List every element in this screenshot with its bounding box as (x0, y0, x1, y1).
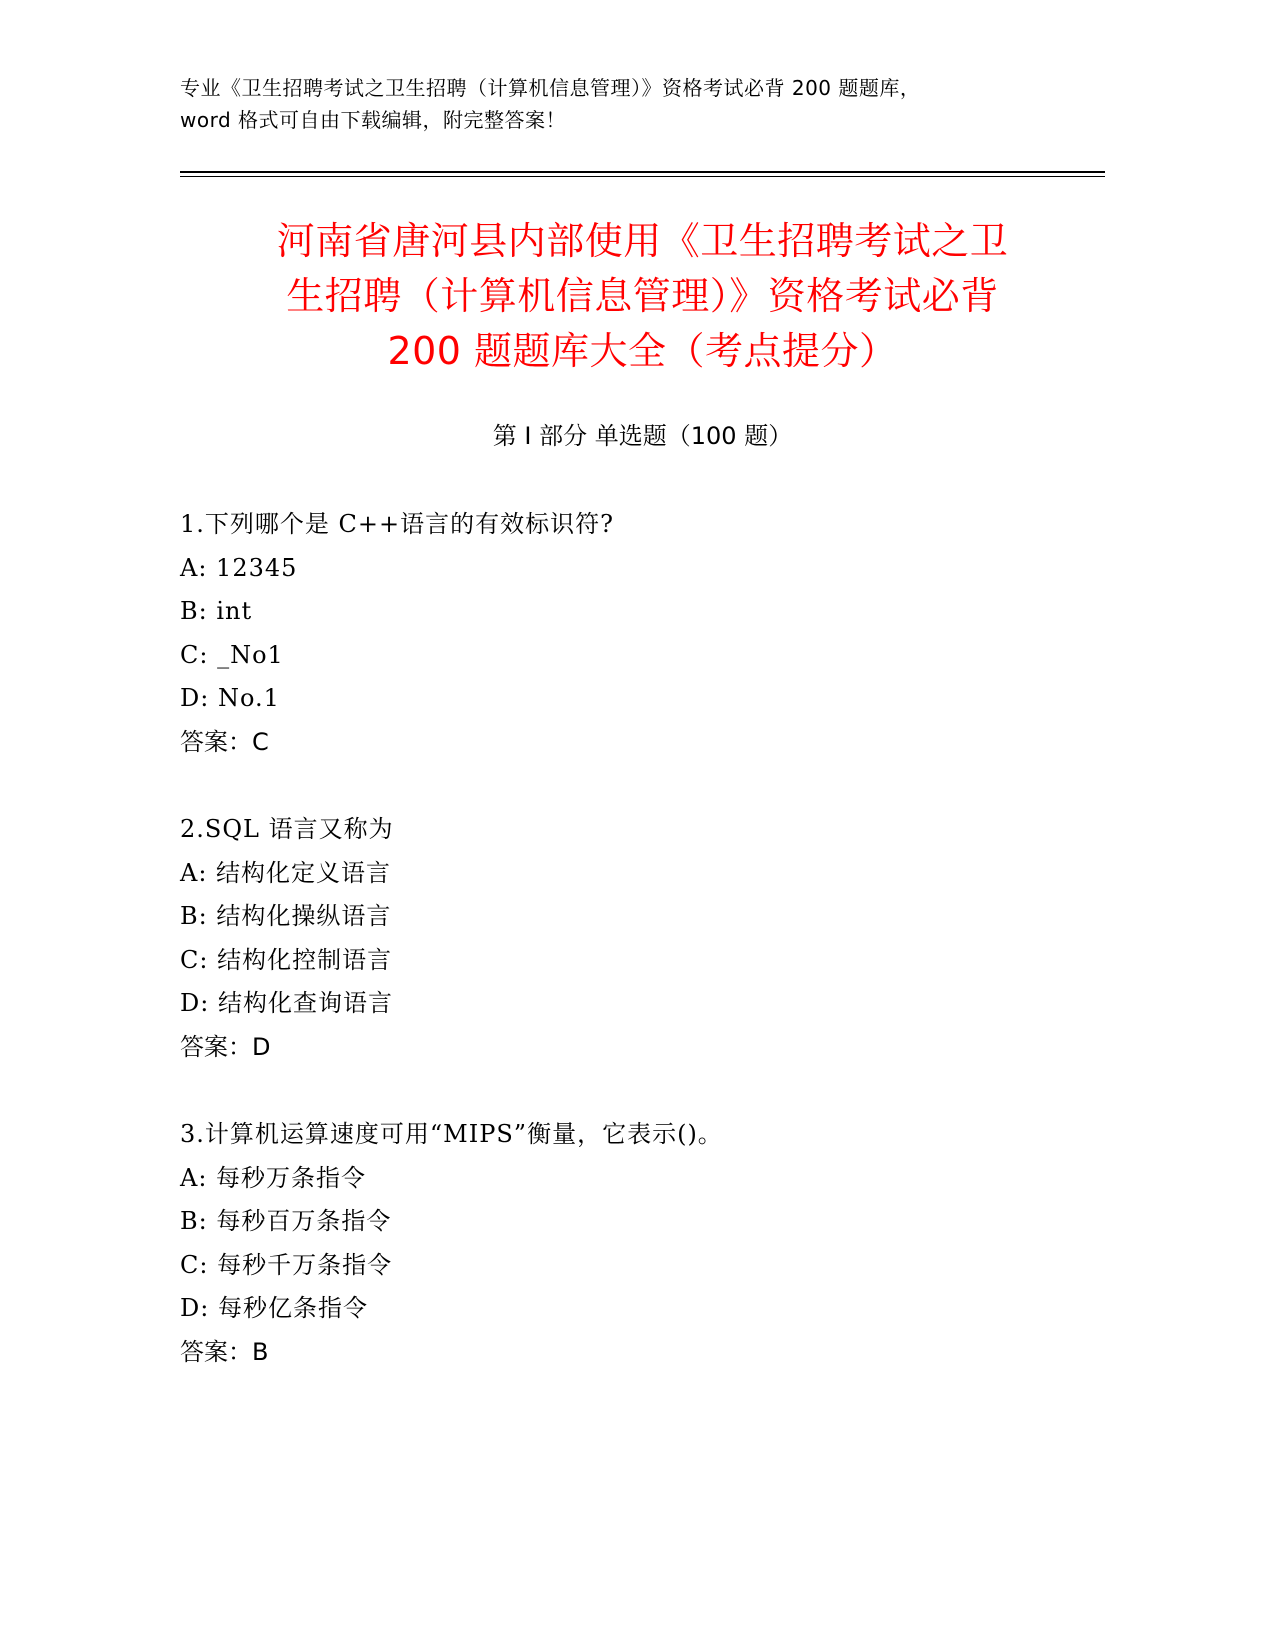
option-a: A: 结构化定义语言 (180, 858, 392, 887)
answer-label: 答案：C (180, 727, 269, 756)
header-note (180, 72, 1110, 136)
option-c: C: _No1 (180, 640, 284, 669)
document-title-line-1: 河南省唐河县内部使用《卫生招聘考试之卫 (276, 219, 1009, 263)
document-title-line-3: 200 题题库大全（考点提分） (387, 329, 898, 373)
option-c: C: 结构化控制语言 (180, 945, 393, 974)
question-list (180, 503, 1105, 1418)
document-title (180, 214, 1105, 379)
option-b: B: int (180, 597, 253, 625)
question-item (180, 503, 1105, 764)
header-rule-thin (180, 176, 1105, 177)
option-a: A: 12345 (180, 553, 298, 582)
section-title: 第 I 部分 单选题（100 题） (492, 422, 793, 450)
question-stem: 2.SQL 语言又称为 (180, 815, 394, 843)
document-title-line-2: 生招聘（计算机信息管理）》资格考试必背 (286, 274, 999, 318)
option-b: B: 结构化操纵语言 (180, 902, 392, 930)
header-note-line-2: word 格式可自由下载编辑，附完整答案！ (180, 108, 567, 132)
option-a: A: 每秒万条指令 (180, 1163, 367, 1192)
question-item (180, 808, 1105, 1069)
question-stem: 1.下列哪个是 C++语言的有效标识符? (180, 510, 614, 538)
question-stem: 3.计算机运算速度可用“MIPS”衡量，它表示()。 (180, 1120, 723, 1148)
option-d: D: 每秒亿条指令 (180, 1294, 368, 1322)
header-note-line-1: 专业《卫生招聘考试之卫生招聘（计算机信息管理）》资格考试必背 200 题题库， (180, 76, 921, 100)
option-d: D: No.1 (180, 684, 280, 712)
answer-label: 答案：B (180, 1337, 269, 1366)
answer-label: 答案：D (180, 1032, 271, 1061)
option-d: D: 结构化查询语言 (180, 989, 393, 1017)
header-rule-thick (180, 171, 1105, 173)
question-item (180, 1113, 1105, 1374)
option-b: B: 每秒百万条指令 (180, 1207, 392, 1235)
option-c: C: 每秒千万条指令 (180, 1250, 393, 1279)
